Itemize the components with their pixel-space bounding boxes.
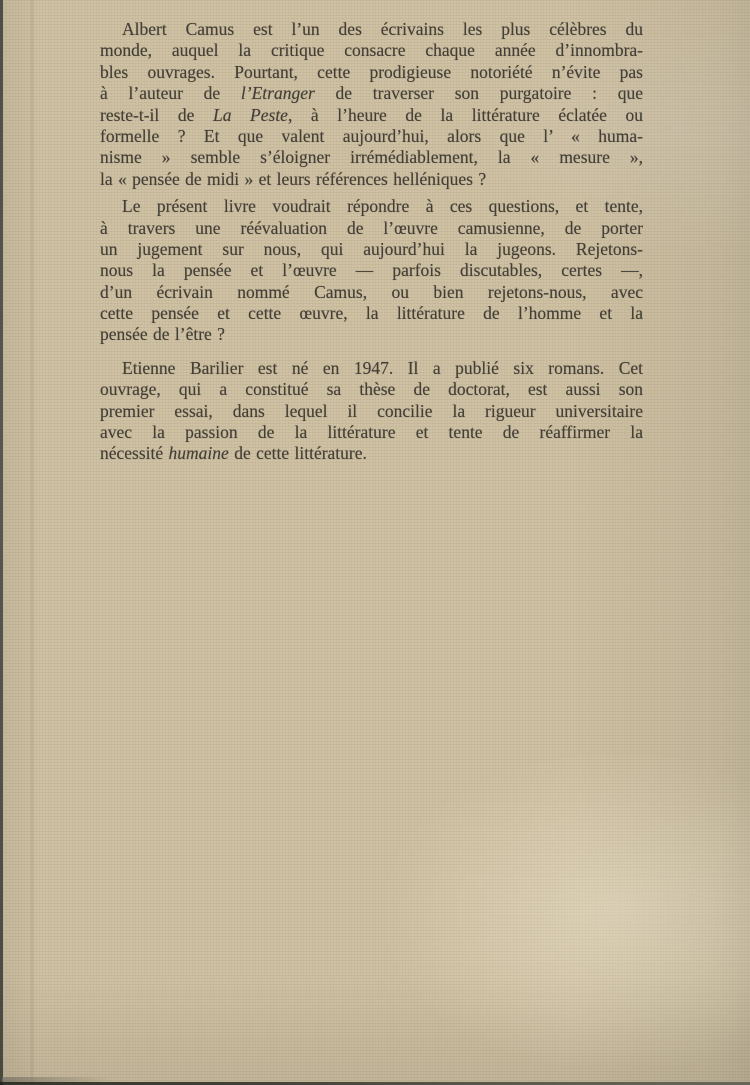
text-segment: reste-t-il de (100, 104, 213, 125)
text-line (100, 379, 643, 400)
text-line (100, 239, 643, 260)
text-line (100, 358, 643, 379)
text-line (100, 303, 643, 324)
text-line (100, 401, 643, 422)
text-line (100, 218, 643, 239)
text-block (100, 19, 643, 465)
text-segment: un jugement sur nous, qui aujourd’hui la jugeons. Rejetons- (100, 238, 643, 259)
scan-edge-left (0, 0, 3, 1085)
text-segment: nous la pensée et l’œuvre — parfois discutables, certes —, (100, 260, 643, 281)
italic-text-segment: l’Etranger (240, 83, 315, 104)
italic-text-segment: La Peste (212, 104, 288, 125)
text-line (100, 83, 643, 104)
text-segment: Etienne Barilier est né en 1947. Il a publié six romans. Cet (122, 357, 643, 378)
text-segment: la « pensée de midi » et leurs références helléniques ? (100, 168, 487, 189)
text-segment: , à l’heure de la littérature éclatée ou (287, 104, 643, 125)
italic-text-segment: humaine (168, 443, 229, 464)
text-segment: Le présent livre voudrait répondre à ces questions, et tente, (122, 196, 643, 217)
text-segment: pensée de l’être ? (100, 324, 225, 345)
text-segment: cette pensée et cette œuvre, la littérature de l’homme et la (100, 303, 643, 324)
paragraph-author-bio (100, 358, 643, 465)
text-segment: premier essai, dans lequel il concilie la rigueur universitaire (100, 400, 643, 421)
text-segment: Albert Camus est l’un des écrivains les plus célèbres du (122, 19, 643, 39)
text-line (100, 126, 643, 147)
text-segment: à travers une réévaluation de l’œuvre camusienne, de porter (100, 217, 643, 238)
text-segment: ouvrage, qui a constitué sa thèse de doctorat, est aussi son (100, 379, 643, 400)
text-line (100, 260, 643, 281)
text-segment: d’un écrivain nommé Camus, ou bien rejetons-nous, avec (100, 281, 643, 302)
text-line (100, 62, 643, 83)
text-line (100, 147, 643, 168)
text-line (100, 196, 643, 217)
text-segment: formelle ? Et que valent aujourd’hui, alors que l’ « huma- (100, 125, 643, 146)
text-segment: de cette littérature. (228, 443, 367, 464)
text-segment: monde, auquel la critique consacre chaque année d’innombra- (100, 40, 643, 61)
text-segment: à l’auteur de (100, 83, 241, 104)
text-line (100, 105, 643, 126)
text-line (100, 443, 643, 464)
text-segment: de traverser son purgatoire : que (314, 83, 643, 104)
paragraph-book-purpose (100, 196, 643, 346)
text-segment: bles ouvrages. Pourtant, cette prodigieuse notoriété n’évite pas (100, 61, 643, 82)
text-segment: nécessité (100, 443, 169, 464)
paragraph-camus-notoriety (100, 19, 643, 190)
text-line (100, 324, 643, 345)
text-segment: avec la passion de la littérature et tente de réaffirmer la (100, 422, 643, 443)
text-line (100, 282, 643, 303)
text-line (100, 422, 643, 443)
text-segment: nisme » semble s’éloigner irrémédiablement, la « mesure », (100, 147, 643, 168)
text-line (100, 40, 643, 61)
text-line (100, 169, 643, 190)
text-line (100, 19, 643, 40)
